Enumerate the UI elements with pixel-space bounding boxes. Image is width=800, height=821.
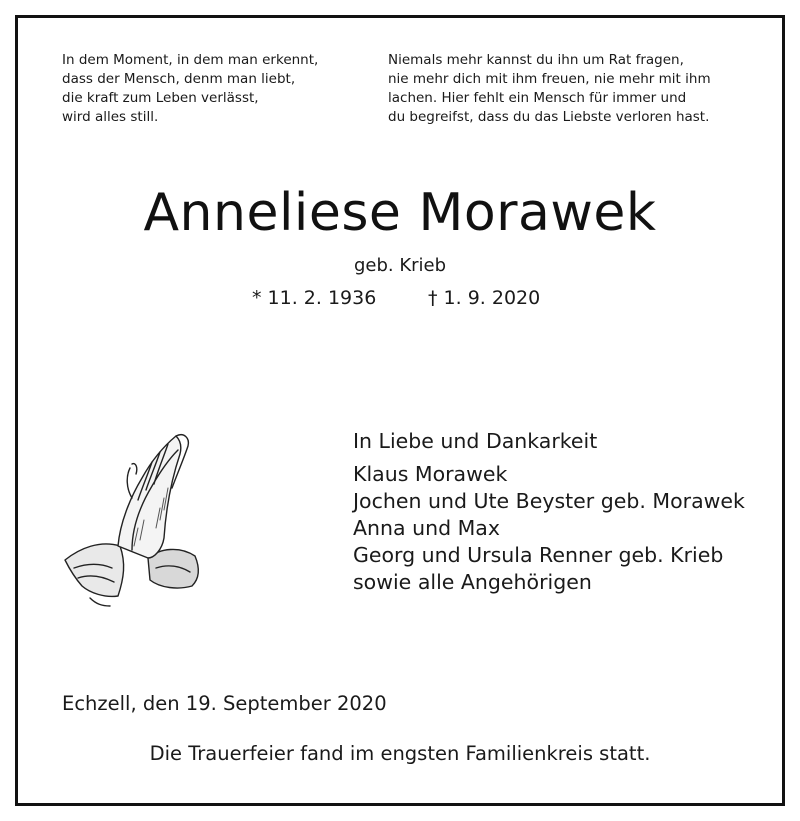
mourners-list (353, 428, 745, 596)
birth-name: geb. Krieb (353, 255, 447, 276)
birth-date: * 11. 2. 1936 (252, 287, 377, 309)
praying-hands-icon (60, 428, 210, 608)
quote-left: In dem Moment, in dem man erkennt, dass der Mensch, denm man liebt, die kraft zum Leben verlässt, wird alles still. (62, 52, 319, 125)
mourner-line: Georg und Ursula Renner geb. Krieb (353, 543, 724, 567)
mourner-line: sowie alle Angehörigen (353, 570, 592, 594)
deceased-name: Anneliese Morawek (143, 183, 657, 243)
place-and-date: Echzell, den 19. September 2020 (62, 692, 387, 715)
quote-right: Niemals mehr kannst du ihn um Rat fragen, nie mehr dich mit ihm freuen, nie mehr mit ihm lachen. Hier fehlt ein Mensch für immer und du begreifst, dass du das Liebste verloren hast. (388, 52, 711, 125)
obituary-frame (15, 15, 785, 806)
mourners-intro: In Liebe und Dankarkeit (353, 429, 598, 453)
mourner-line: Jochen und Ute Beyster geb. Morawek (353, 489, 745, 513)
mourner-line: Anna und Max (353, 516, 500, 540)
funeral-notice: Die Trauerfeier fand im engsten Familienkreis statt. (149, 742, 651, 765)
death-date: † 1. 9. 2020 (428, 287, 541, 309)
mourner-line: Klaus Morawek (353, 462, 508, 486)
